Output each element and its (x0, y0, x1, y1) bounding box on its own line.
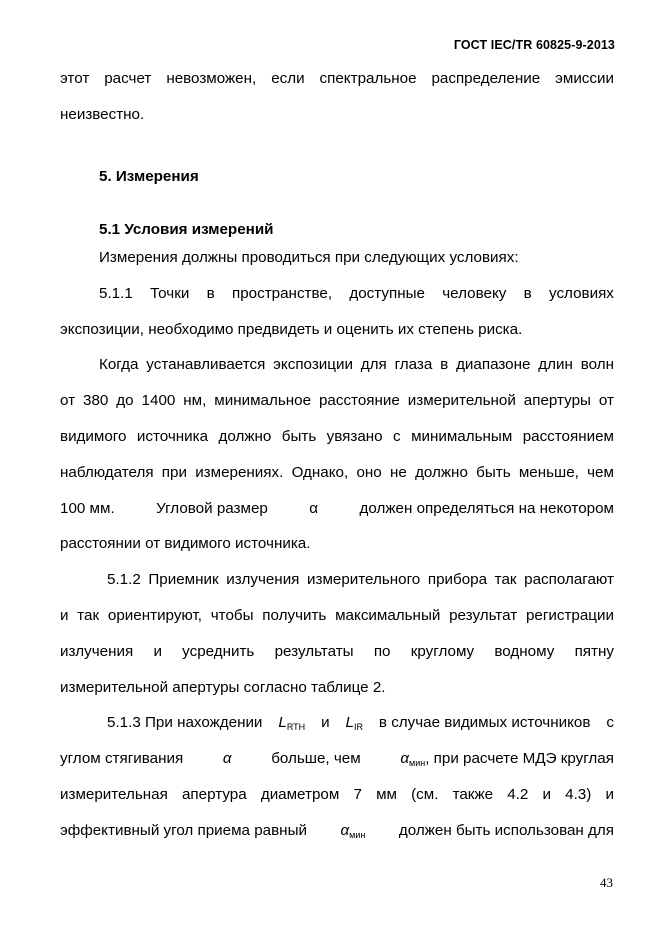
p-eye-line-1 (60, 347, 614, 383)
p513-and: и (321, 714, 330, 732)
word: диаметром (260, 785, 340, 803)
word: быть (476, 463, 511, 481)
word: Когда (99, 356, 139, 374)
word: круглому (410, 642, 475, 660)
word: измерительного (307, 571, 421, 589)
p513-line-2 (60, 741, 614, 777)
page-number: 43 (600, 875, 613, 890)
word: 5.1.2 (107, 571, 141, 589)
p513-line-4-b: должен быть использован для (398, 821, 614, 839)
word: (см. (411, 785, 439, 803)
word: нм, (183, 392, 207, 410)
p-eye-line-2 (60, 383, 614, 419)
word: 4.2 (507, 785, 529, 803)
word: мм (376, 785, 397, 803)
p512-line-3 (60, 634, 614, 670)
intro-line-1 (60, 61, 614, 97)
word: пятну (574, 642, 614, 660)
body-text (60, 240, 614, 849)
l-rth-letter: L (278, 714, 287, 732)
word: результаты (274, 642, 354, 660)
p-eye-line-4 (60, 455, 614, 491)
word: излучения (60, 642, 134, 660)
word: также (452, 785, 494, 803)
word: Однако, (291, 463, 349, 481)
word: максимальный (335, 606, 441, 624)
word: усреднить (182, 642, 255, 660)
word: наблюдателя (60, 463, 154, 481)
p513-line-3 (60, 777, 614, 813)
word: ориентируют, (107, 606, 202, 624)
word: и (60, 606, 69, 624)
word: по (373, 642, 391, 660)
word: чтобы (210, 606, 254, 624)
p-eye-line-5-b: Угловой размер (156, 499, 268, 517)
word: для (360, 356, 387, 374)
word: расстоянием (522, 427, 614, 445)
p513-line-2-b: больше, чем (271, 750, 361, 768)
word: волн (580, 356, 614, 374)
subsection-intro: Измерения должны проводиться при следующих условиях: (99, 249, 519, 266)
l-ir-symbol (346, 705, 363, 741)
word: 380 (83, 392, 109, 410)
word: минимальное (214, 392, 312, 410)
document-code-header: ГОСТ IEC/TR 60825-9-2013 (453, 38, 615, 52)
word: спектральное (319, 70, 417, 87)
alpha-min-symbol-2: α (340, 821, 350, 839)
word: человеку (442, 284, 507, 302)
word: так (494, 571, 517, 589)
word: 1400 (141, 392, 176, 410)
word: от (598, 392, 614, 410)
word: располагают (524, 571, 614, 589)
p-eye-line-6: расстоянии от видимого источника. (60, 535, 311, 553)
word: при (161, 463, 187, 481)
word: в (440, 356, 449, 374)
alpha-min-subscript-2: мин (349, 829, 366, 840)
word: так (77, 606, 100, 624)
p513-line-1 (60, 705, 614, 741)
p-eye-line-5-a: 100 мм. (60, 499, 115, 517)
word: Точки (150, 284, 190, 302)
word: расстояние (318, 392, 400, 410)
word: быть (281, 427, 317, 445)
word: 5.1.1 (99, 284, 133, 302)
word: от (60, 392, 76, 410)
subsection-heading: 5.1 Условия измерений (99, 221, 274, 238)
l-rth-subscript: RTH (286, 722, 306, 733)
word: с (393, 427, 401, 445)
word: апертура (181, 785, 247, 803)
p513-line-2-a: углом стягивания (60, 750, 184, 768)
intro-paragraph (60, 61, 614, 133)
word: водному (494, 642, 555, 660)
p513-line-1-b: в случае видимых источников (378, 714, 591, 732)
word: не (389, 463, 407, 481)
word: этот (60, 70, 90, 87)
p-eye-line-5-c: должен определяться на некотором (359, 499, 614, 517)
word: измерительной (407, 392, 516, 410)
word: чем (587, 463, 614, 481)
word: доступные (349, 284, 425, 302)
word: увязано (326, 427, 383, 445)
word: меньше, (518, 463, 579, 481)
word: излучения (226, 571, 300, 589)
word: распределение (431, 70, 541, 87)
word: видимого (60, 427, 127, 445)
word: должно (415, 463, 468, 481)
p512-line-2 (60, 598, 614, 634)
word: невозможен, (166, 70, 257, 87)
word: минимальным (411, 427, 513, 445)
alpha-symbol: α (309, 499, 319, 517)
alpha-symbol-2: α (222, 750, 232, 768)
word: эмиссии (555, 70, 614, 87)
p513-line-1-c: с (606, 714, 614, 732)
p512-line-4: измерительной апертуры согласно таблице 2. (60, 678, 386, 696)
word: и (542, 785, 551, 803)
word: диапазоне (456, 356, 531, 374)
alpha-min-subscript: мин (409, 758, 426, 769)
intro-line-2: неизвестно. (60, 105, 145, 123)
section-heading: 5. Измерения (99, 168, 199, 185)
word: прибора (427, 571, 488, 589)
word: если (271, 70, 305, 87)
word: и (605, 785, 614, 803)
alpha-min-symbol-2-wrap (341, 813, 366, 849)
word: расчет (104, 70, 152, 87)
word: 4.3) (565, 785, 592, 803)
word: пространстве, (232, 284, 333, 302)
word: Приемник (148, 571, 219, 589)
p513-line-1-a: 5.1.3 При нахождении (107, 714, 263, 732)
l-ir-letter: L (345, 714, 354, 732)
word: условиях (549, 284, 614, 302)
word: в (206, 284, 215, 302)
p511-line-1 (60, 276, 614, 312)
word: получить (262, 606, 327, 624)
p-eye-line-5 (60, 491, 614, 527)
word: устанавливается (146, 356, 266, 374)
word: до (116, 392, 134, 410)
word: и (153, 642, 162, 660)
p513-line-2-c: , при расчете МДЭ круглая (425, 750, 614, 768)
word: должно (218, 427, 272, 445)
word: 7 (353, 785, 362, 803)
word: апертуры (523, 392, 591, 410)
alpha-min-with-tail (400, 741, 614, 777)
word: источника (136, 427, 209, 445)
word: глаза (394, 356, 433, 374)
p511-line-2: экспозиции, необходимо предвидеть и оценить их степень риска. (60, 320, 523, 338)
word: оно (356, 463, 382, 481)
word: измерениях. (195, 463, 284, 481)
word: регистрации (525, 606, 614, 624)
word: длин (538, 356, 573, 374)
word: результат (449, 606, 518, 624)
p513-line-4-a: эффективный угол приема равный (60, 821, 307, 839)
l-rth-symbol (278, 705, 305, 741)
alpha-min-symbol: α (400, 750, 410, 768)
p-eye-line-3 (60, 419, 614, 455)
p513-line-4 (60, 813, 614, 849)
p512-line-1 (60, 562, 614, 598)
word: в (523, 284, 532, 302)
word: измерительная (60, 785, 168, 803)
word: экспозиции (273, 356, 353, 374)
l-ir-subscript: IR (353, 722, 363, 733)
